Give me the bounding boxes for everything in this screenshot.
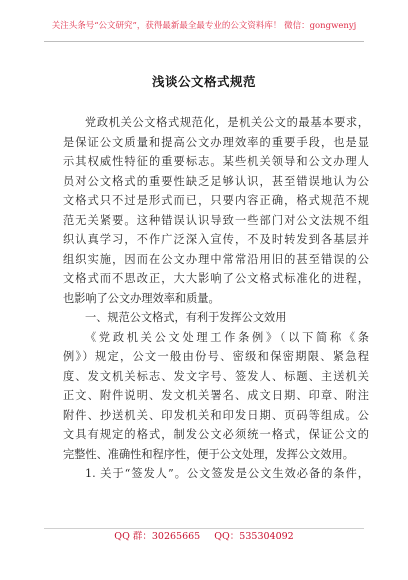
paragraph-line: 文具有规定的格式，制发公文必须统一格式，保证公文的 [63,428,369,441]
footer-contact [0,531,408,543]
paragraph-line: 附件、抄送机关、印发机关和印发日期、页码等组成。公 [63,408,369,422]
paragraph-line: 也影响了公文办理效率和质量。 [63,291,220,305]
footer-qq: QQ：535304092 [214,531,294,542]
paragraph-line: 文格式而不思改正，大大影响了公文格式标准化的进程， [63,272,369,285]
paragraph-line: 完整性、准确性和程序性，便于公文处理，发挥公文效用。 [63,447,354,461]
header-banner: 关注头条号“公文研究”，获得最新最全最专业的公文资料库！ 微信：gongwenyj [51,21,357,31]
paragraph-line: 组织实施，因而在公文办理中常常沿用旧的甚至错误的公 [63,252,369,266]
footer-divider [44,528,364,529]
paragraph-line: 员对公文格式的重要性缺乏足够认识，甚至错误地认为公 [63,174,369,188]
paragraph-line: 正文、附件说明、发文机关署名、成文日期、印章、附注 [63,389,369,402]
paragraph-line: 文格式只不过是形式而已，只要内容正确，格式规范不规 [63,194,369,207]
paragraph-line: 《党政机关公文处理工作条例》（以下简称《条 [85,330,369,344]
footer-qq-group: QQ 群：30265665 [114,531,201,542]
paragraph-line: 范无关紧要。这种错误认识导致一些部门对公文法规不组 [63,213,369,227]
paragraph-line: 是保证公文质量和提高公文办理效率的重要手段，也是显 [63,135,369,149]
header-divider [44,41,364,42]
document-body [63,113,369,484]
document-title: 浅谈公文格式规范 [151,74,256,89]
section-heading: 一、规范公文格式，有利于发挥公文效用 [85,311,287,324]
list-item: 1. 关于“签发人”。公文签发是公文生效必备的条件， [85,467,369,480]
paragraph-line: 党政机关公文格式规范化，是机关公文的最基本要求， [85,116,369,129]
paragraph-line: 示其权威性特征的重要标志。某些机关领导和公文办理人 [63,155,369,168]
paragraph-line: 织认真学习，不作广泛深入宣传，不及时转发到各基层并 [63,233,369,246]
paragraph-line: 例》）规定，公文一般由份号、密级和保密期限、紧急程 [63,350,369,363]
paragraph-line: 度、发文机关标志、发文字号、签发人、标题、主送机关 [63,369,369,383]
